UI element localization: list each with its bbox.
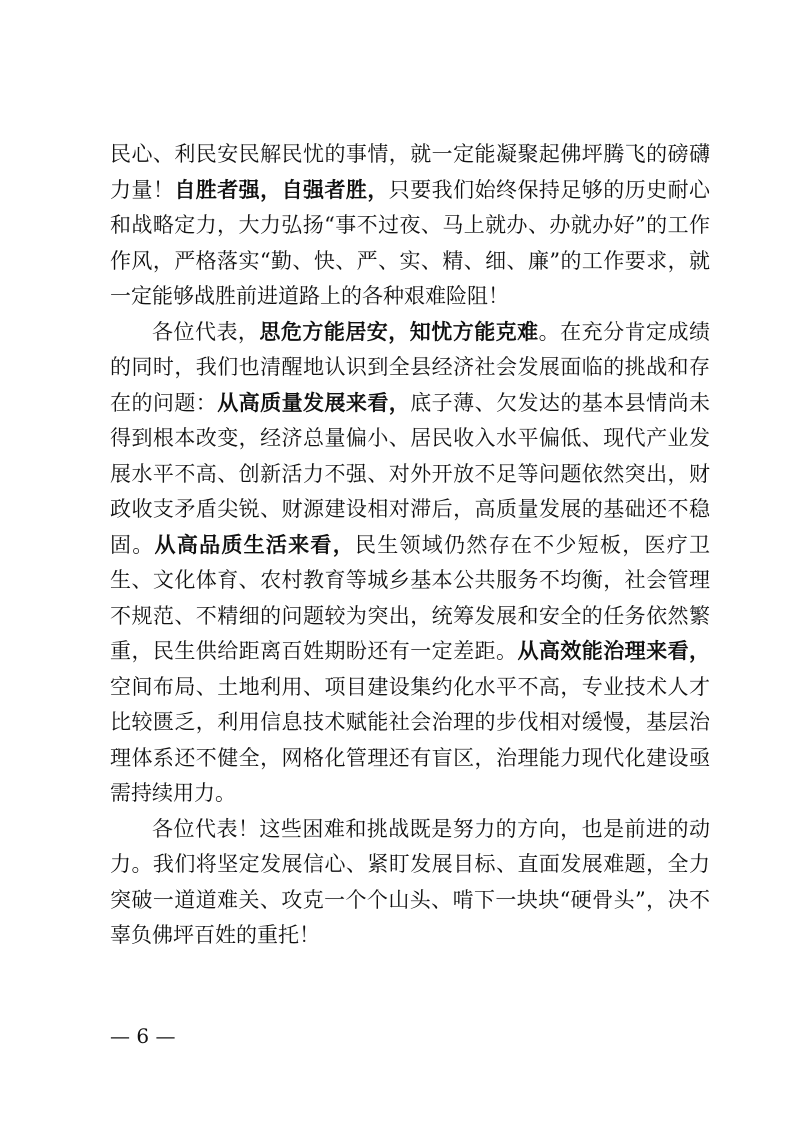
- body-text: [110, 137, 710, 954]
- paragraph-2: [110, 315, 710, 812]
- paragraph-3: [110, 812, 710, 954]
- text-segment: 只要我们始终保持足够的历史耐心和战略定力，大力弘扬“事不过夜、马上就办、办就办好”的工作作风，严格落实“勤、快、严、实、精、细、廉”的工作要求，就一定能够战胜前进道路上的各种艰难险阻！: [110, 177, 711, 308]
- page-number: — 6 —: [110, 1024, 176, 1048]
- text-segment: 民心、利民安民解民忧的事情，就一定能凝聚起佛坪腾飞的磅礴力量！: [110, 142, 710, 202]
- text-segment: 民生领域仍然存在不少短板，医疗卫生、文化体育、农村教育等城乡基本公共服务不均衡，社会管理不规范、不精细的问题较为突出，统筹发展和安全的任务依然繁重，民生供给距离百姓期盼还有一定差距。: [110, 532, 711, 663]
- bold-phrase: 从高品质生活来看，: [154, 532, 355, 557]
- bold-phrase: 从高效能治理来看，: [517, 639, 711, 663]
- bold-phrase: 思危方能居安，知忧方能克难: [259, 319, 539, 344]
- bold-phrase: 自胜者强，自强者胜，: [174, 177, 389, 202]
- text-segment: 空间布局、土地利用、项目建设集约化水平不高，专业技术人才比较匮乏，利用信息技术赋能社会治理的步伐相对缓慢，基层治理体系还不健全，网格化管理还有盲区，治理能力现代化建设亟需持续用力。: [110, 674, 710, 805]
- paragraph-1: [110, 137, 710, 315]
- text-segment: 底子薄、欠发达的基本县情尚未得到根本改变，经济总量偏小、居民收入水平偏低、现代产业发展水平不高、创新活力不强、对外开放不足等问题依然突出，财政收支矛盾尖锐、财源建设相对滞后，高质量发展的基础还不稳固。: [110, 390, 711, 557]
- bold-phrase: 从高质量发展来看，: [217, 390, 411, 415]
- text-segment: 各位代表，: [152, 319, 260, 344]
- text-segment: 各位代表！这些困难和挑战既是努力的方向，也是前进的动力。我们将坚定发展信心、紧盯发展目标、直面发展难题，全力突破一道道难关、攻克一个个山头、啃下一块块“硬骨头”，决不辜负佛坪百姓的重托！: [110, 816, 710, 947]
- text-segment: 。在充分肯定成绩的同时，我们也清醒地认识到全县经济社会发展面临的挑战和存在的问题：: [110, 319, 711, 415]
